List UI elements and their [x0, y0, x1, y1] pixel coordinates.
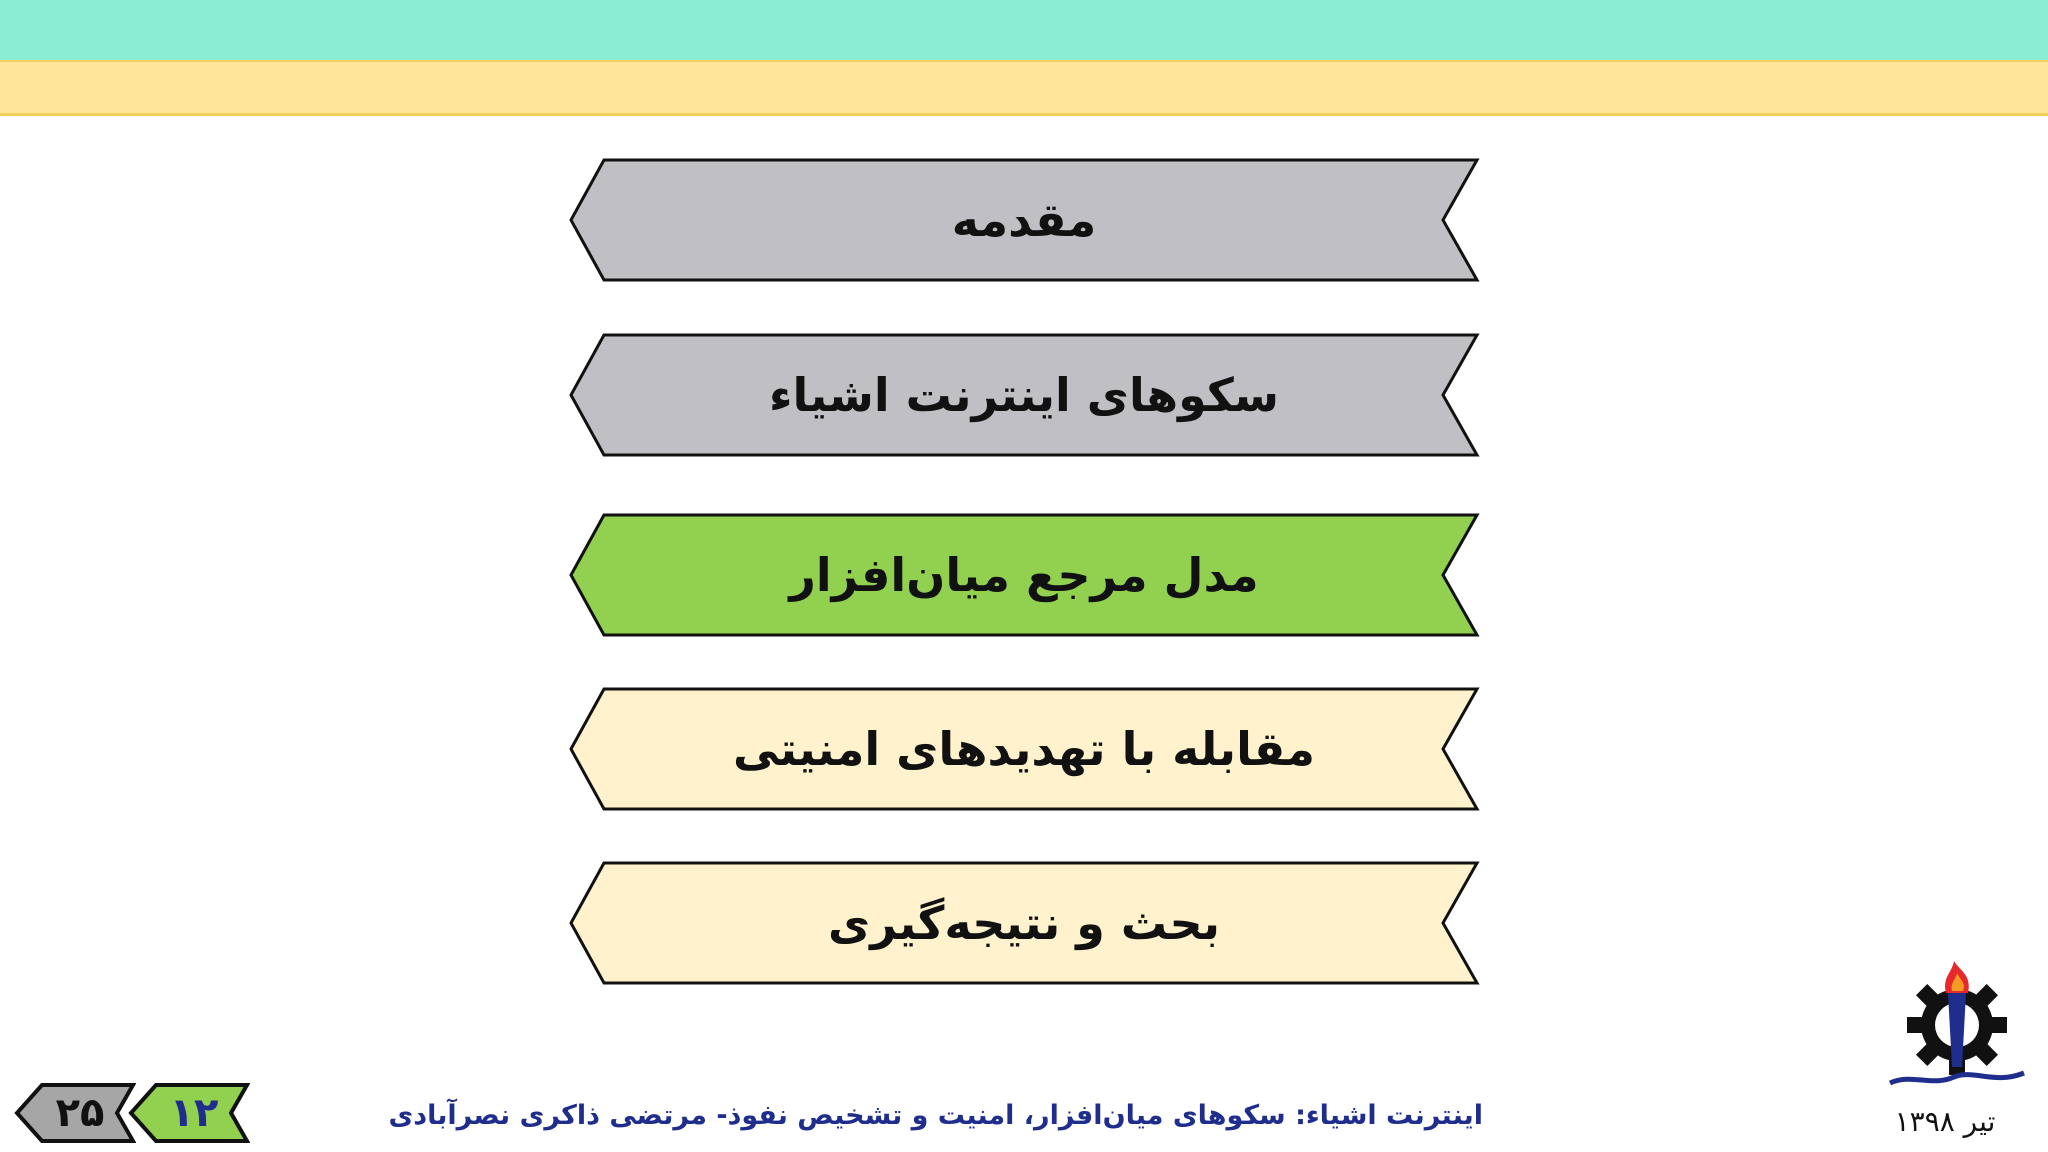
- agenda-item-label: سکوهای اینترنت اشیاء: [769, 368, 1279, 422]
- agenda-item-discussion-conclusion[interactable]: [568, 860, 1480, 986]
- presentation-date: تیر ۱۳۹۸: [1894, 1105, 1996, 1138]
- university-logo-icon: [1882, 955, 2032, 1095]
- agenda-item-label: مقابله با تهدیدهای امنیتی: [733, 722, 1315, 776]
- header-teal-band: [0, 0, 2048, 60]
- total-pages-badge: [14, 1082, 136, 1144]
- current-page-badge: [128, 1082, 250, 1144]
- total-pages-number: ۲۵: [55, 1090, 105, 1136]
- footer-caption: اینترنت اشیاء: سکوهای میان‌افزار، امنیت و تشخیص نفوذ- مرتضی ذاکری نصرآبادی: [388, 1100, 1483, 1131]
- agenda-item-label: مقدمه: [951, 193, 1097, 247]
- header-yellow-band: [0, 60, 2048, 116]
- agenda-item-label: بحث و نتیجه‌گیری: [828, 896, 1220, 950]
- agenda-item-iot-platforms[interactable]: [568, 332, 1480, 458]
- agenda-item-security-threats[interactable]: [568, 686, 1480, 812]
- agenda-item-label: مدل مرجع میان‌افزار: [789, 548, 1259, 602]
- current-page-number: ۱۲: [169, 1090, 219, 1136]
- agenda-item-middleware-reference-model[interactable]: [568, 512, 1480, 638]
- agenda-item-introduction[interactable]: [568, 157, 1480, 283]
